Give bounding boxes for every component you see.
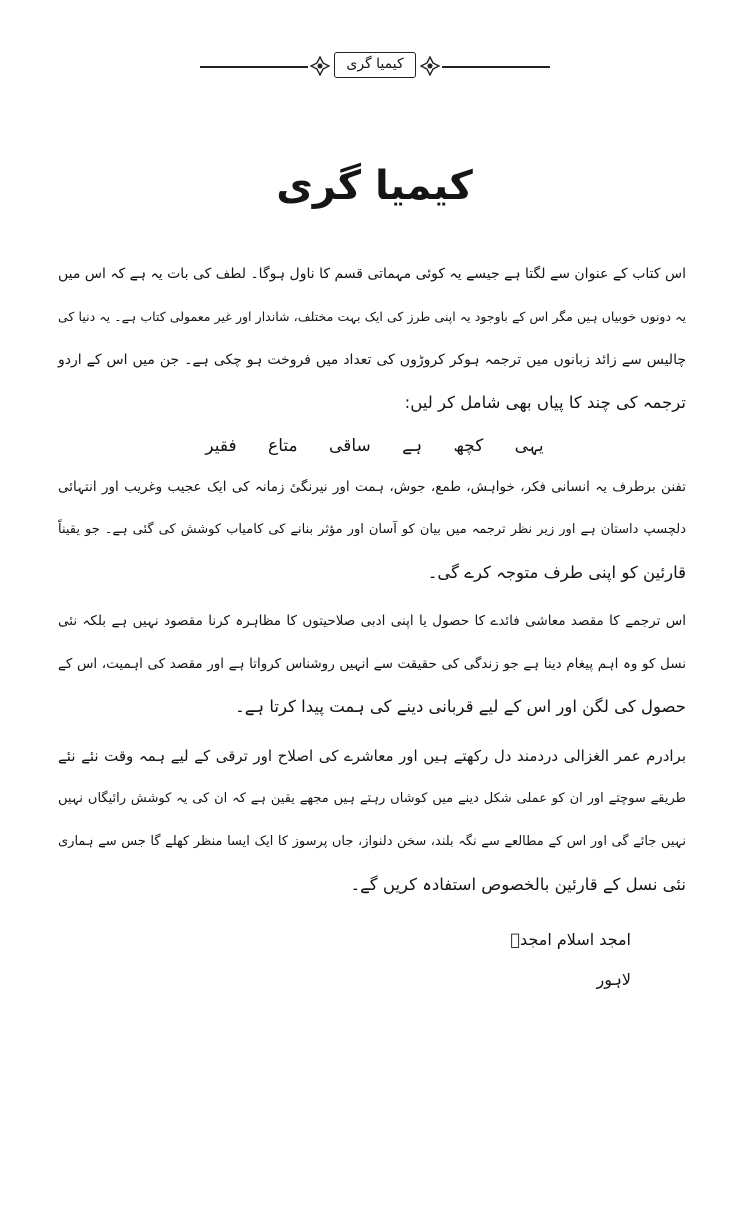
verse-line: یہی کچھ ہے ساقی متاع فقیر	[205, 436, 544, 456]
header-running-title: کیمیا گری	[334, 52, 416, 78]
header-rule-right	[442, 66, 550, 68]
paragraph-line: برادرم عمر الغزالی دردمند دل رکھتے ہیں اور معاشرے کی اصلاح اور ترقی کے لیے ہمہ وقت نئے نئے	[58, 747, 686, 765]
paragraph-line: اس کتاب کے عنوان سے لگتا ہے جیسے یہ کوئی مہماتی قسم کا ناول ہوگا۔ لطف کی بات یہ ہے کہ اس میں	[58, 266, 686, 282]
ornament-icon	[420, 56, 440, 76]
author-signature: امجد اسلام امجدؔ	[510, 930, 631, 949]
paragraph-line: چالیس سے زائد زبانوں میں ترجمہ ہوکر کروڑوں کی تعداد میں فروخت ہو چکی ہے۔ جن میں اس کے اردو	[58, 352, 686, 368]
paragraph-line: طریقے سوچتے اور ان کو عملی شکل دینے میں کوشاں رہتے ہیں مجھے یقین ہے کہ ان کی یہ کوشش رائیگاں نہیں	[58, 791, 686, 806]
page-title: کیمیا گری	[276, 163, 473, 209]
paragraph-line: قارئین کو اپنی طرف متوجہ کرے گی۔	[427, 563, 686, 582]
paragraph-line: دلچسپ داستان ہے اور زیر نظر ترجمہ میں بیان کو آسان اور مؤثر بنانے کی کامیاب کوشش کی گئی ہے۔ جو یقیناً	[58, 522, 686, 537]
header-rule-left	[200, 66, 308, 68]
signature-place: لاہور	[596, 970, 631, 989]
paragraph-line: حصول کی لگن اور اس کے لیے قربانی دینے کی ہمت پیدا کرتا ہے۔	[235, 697, 686, 716]
running-header	[200, 50, 550, 84]
paragraph-line: نسل کو وہ اہم پیغام دینا ہے جو زندگی کی حقیقت سے انہیں روشناس کرواتا ہے اور مقصد کی اہمیت، اس کے	[58, 656, 686, 672]
paragraph-line: نئی نسل کے قارئین بالخصوص استفادہ کریں گے۔	[350, 875, 686, 894]
paragraph-line: تفنن برطرف یہ انسانی فکر، خواہش، طمع، جوش، ہمت اور نیرنگیٔ زمانہ کی ایک عجیب وغریب اور انتہائی	[58, 479, 686, 495]
ornament-icon	[310, 56, 330, 76]
paragraph-line: یہ دونوں خوبیاں ہیں مگر اس کے باوجود یہ اپنی طرز کی ایک بہت مختلف، شاندار اور غیر معمولی کتاب ہے۔ یہ دنیا کی	[58, 309, 686, 324]
paragraph-line: ترجمہ کی چند کا پیاں بھی شامل کر لیں:	[404, 393, 686, 412]
paragraph-line: اس ترجمے کا مقصد معاشی فائدے کا حصول یا اپنی ادبی صلاحیتوں کا مظاہرہ کرنا مقصود نہیں ہے بلکہ نئی	[58, 613, 686, 629]
paragraph-line: نہیں جائے گی اور اس کے مطالعے سے نگہ بلند، سخن دلنواز، جاں پرسوز کا ایک ایسا منظر کھلے گا جس سے ہماری	[58, 834, 686, 849]
